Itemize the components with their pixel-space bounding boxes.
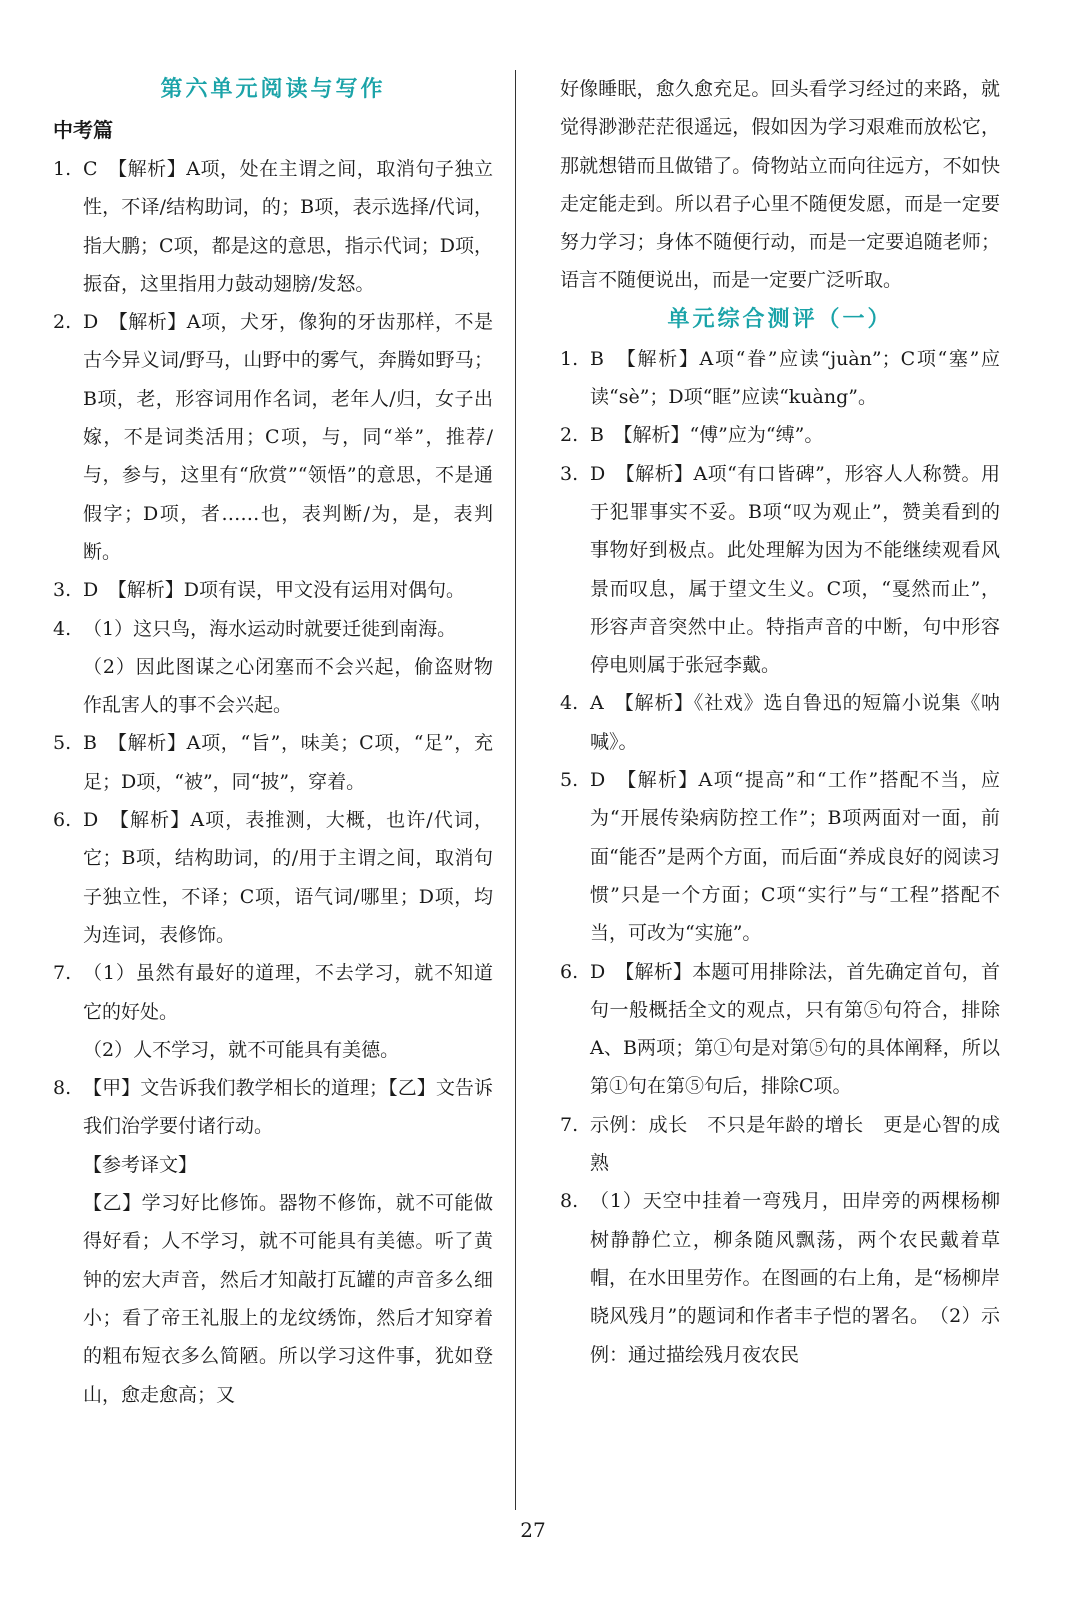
item-number [53, 648, 83, 725]
answer-list [560, 340, 1000, 1374]
item-number: 3. [560, 462, 579, 485]
answer-item [53, 150, 493, 303]
item-number: 2. [560, 424, 579, 447]
answer-item [560, 416, 1000, 454]
answer-item [560, 340, 1000, 417]
item-text: D 【解析】A项，表推测，大概，也许/代词，它；B项，结构助词，的/用于主谓之间，取消句子独立性，不译；C项，语气词/哪里；D项，均为连词，表修饰。 [83, 809, 493, 946]
answer-item [560, 455, 1000, 685]
item-text: D 【解析】A项，犬牙，像狗的牙齿那样，不是古今异义词/野马，山野中的雾气，奔腾如野马；B项，老，形容词用作名词，老年人/归，女子出嫁，不是词类活用；C项，与，同“举”，推荐/与，参与，这里有“欣赏”“领悟”的意思，不是通假字；D项，者……也，表判断/为，是，表判断。 [83, 311, 493, 563]
answer-item [560, 1182, 1000, 1373]
item-number: 6. [53, 809, 72, 832]
item-text: （1）这只鸟，海水运动时就要迁徙到南海。 [83, 617, 457, 640]
item-text: A 【解析】《社戏》选自鲁迅的短篇小说集《呐喊》。 [590, 692, 1000, 753]
section-title: 中考篇 [53, 118, 113, 142]
item-number: 1. [53, 158, 72, 180]
left-column [53, 70, 493, 1414]
item-number: 4. [53, 617, 72, 640]
item-text: D 【解析】A项“有口皆碑”，形容人人称赞。用于犯罪事实不妥。B项“叹为观止”，赞美看到的事物好到极点。此处理解为因为不能继续观看风景而叹息，属于望文生义。C项，“戛然而止”，形容声音突然中止。特指声音的中断，句中形容停电则属于张冠李戴。 [590, 462, 1000, 677]
item-text: 【甲】文告诉我们教学相长的道理；【乙】文告诉我们治学要付诸行动。 [83, 1077, 493, 1138]
item-text: （2）人不学习，就不可能具有美德。 [83, 1038, 400, 1061]
item-text: D 【解析】本题可用排除法，首先确定首句，首句一般概括全文的观点，只有第⑤句符合，排除A、B两项；第①句是对第⑤句的具体阐释，所以第①句在第⑤句后，排除C项。 [590, 960, 1000, 1098]
answer-item [53, 1069, 493, 1146]
answer-item [53, 571, 493, 609]
item-number: 5. [560, 769, 579, 792]
item-text: （1）虽然有最好的道理，不去学习，就不知道它的好处。 [83, 962, 493, 1023]
item-number: 5. [53, 732, 72, 755]
item-text: 示例：成长 不只是年龄的增长 更是心智的成熟 [590, 1113, 1000, 1175]
item-number: 7. [560, 1113, 579, 1136]
item-text: C 【解析】A项，处在主谓之间，取消句子独立性，不译/结构助词，的；B项，表示选择/代词，指大鹏；C项，都是这的意思，指示代词；D项，振奋，这里指用力鼓动翅膀/发怒。 [83, 158, 493, 295]
answer-item [560, 1106, 1000, 1183]
item-text: D 【解析】D项有误，甲文没有运用对偶句。 [83, 579, 465, 602]
item-number: 7. [53, 962, 72, 985]
item-number: 4. [560, 692, 579, 715]
item-number: 8. [53, 1077, 72, 1100]
right-column [560, 70, 1000, 1374]
answer-item [53, 801, 493, 954]
answer-item [53, 610, 493, 648]
item-text: B 【解析】“傅”应为“缚”。 [590, 424, 824, 447]
answer-item [53, 724, 493, 801]
translation-continuation: 好像睡眠，愈久愈充足。回头看学习经过的来路，就觉得渺渺茫茫很遥远，假如因为学习艰难而放松它，那就想错而且做错了。倚物站立而向往远方，不如快走定能走到。所以君子心里不随便发愿，而是一定要努力学习；身体不随便行动，而是一定要追随老师；语言不随便说出，而是一定要广泛听取。 [560, 78, 1000, 292]
item-number [53, 1146, 83, 1184]
answer-item [53, 1146, 493, 1184]
answer-item [560, 761, 1000, 952]
item-number: 8. [560, 1190, 579, 1213]
item-number: 1. [560, 347, 579, 370]
answer-item [53, 648, 493, 725]
answer-item [560, 953, 1000, 1106]
answer-list [53, 150, 493, 1184]
item-number: 2. [53, 311, 72, 334]
answer-item [53, 954, 493, 1031]
unit-title: 第六单元阅读与写作 [160, 77, 386, 102]
column-divider [515, 70, 516, 1510]
item-number: 6. [560, 960, 579, 983]
item-number [53, 1031, 83, 1069]
item-text: （2）因此图谋之心闭塞而不会兴起，偷盗财物作乱害人的事不会兴起。 [83, 655, 493, 717]
page-number: 27 [520, 1518, 546, 1542]
item-text: D 【解析】A项“提高”和“工作”搭配不当，应为“开展传染病防控工作”；B项两面对一面，前面“能否”是两个方面，而后面“养成良好的阅读习惯”只是一个方面；C项“实行”与“工程”搭配不当，可改为“实施”。 [590, 769, 1000, 945]
item-text: B 【解析】A项，“旨”，味美；C项，“足”，充足；D项，“被”，同“披”，穿着。 [83, 732, 493, 793]
item-text: （1）天空中挂着一弯残月，田岸旁的两棵杨柳树静静伫立，柳条随风飘荡，两个农民戴着草帽，在水田里劳作。在图画的右上角，是“杨柳岸晓风残月”的题词和作者丰子恺的署名。 （2）示例：通过描绘残月夜农民 [590, 1190, 1000, 1366]
item-text: B 【解析】A项“眷”应读“juàn”；C项“塞”应读“sè”；D项“眶”应读“kuàng”。 [590, 347, 1000, 409]
answer-item [53, 303, 493, 571]
item-text: 【参考译文】 [83, 1153, 198, 1176]
translation-paragraph: 【乙】学习好比修饰。器物不修饰，就不可能做得好看；人不学习，就不可能具有美德。听了黄钟的宏大声音，然后才知敲打瓦罐的声音多么细小；看了帝王礼服上的龙纹绣饰，然后才知穿着的粗布短衣多么简陋。所以学习这件事，犹如登山，愈走愈高；又 [83, 1192, 493, 1406]
unit-title-test: 单元综合测评（一） [667, 306, 893, 332]
answer-item [560, 684, 1000, 761]
item-number: 3. [53, 579, 72, 602]
answer-item [53, 1031, 493, 1069]
